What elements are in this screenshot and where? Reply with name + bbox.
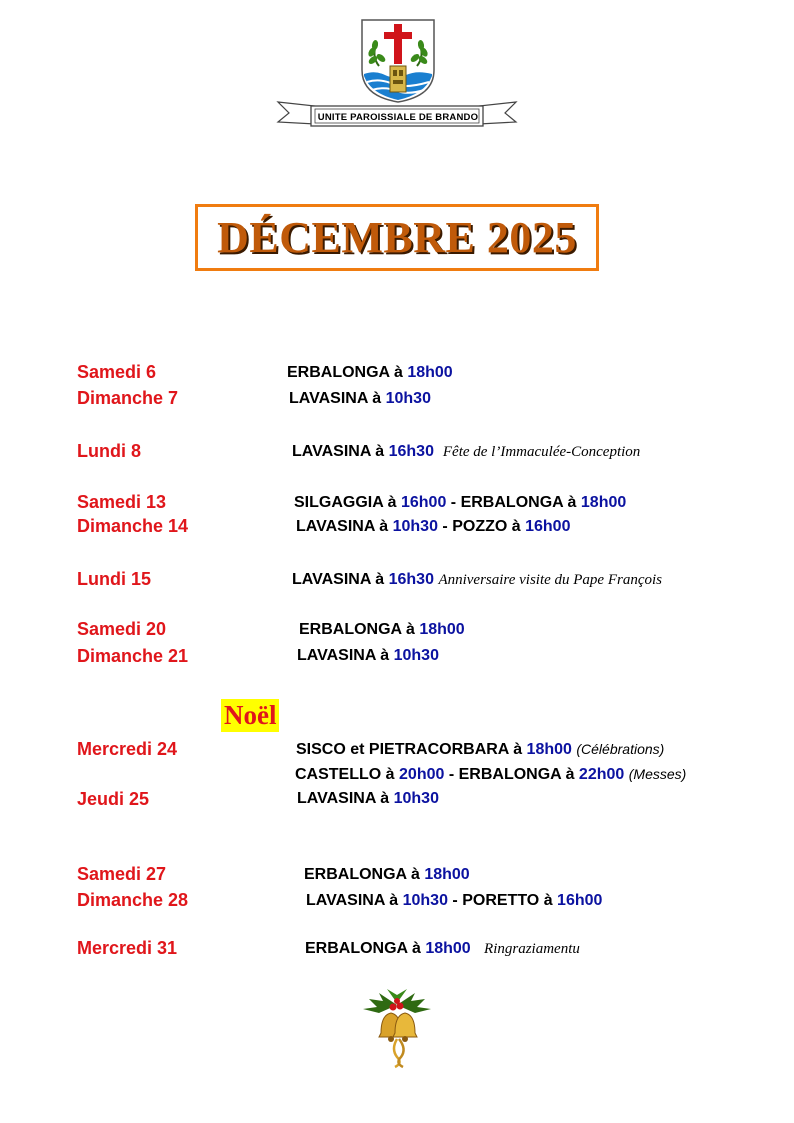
mass-line: LAVASINA à 10h30 [297,790,439,807]
day-label: Mercredi 31 [77,938,178,958]
mass-line: LAVASINA à 10h30 - PORETTO à 16h00 [306,892,603,909]
parish-logo [275,18,519,130]
day-label: Jeudi 25 [77,789,150,809]
mass-line: ERBALONGA à 18h00 [304,866,470,883]
mass-line: ERBALONGA à 18h00 [287,364,453,381]
day-label: Dimanche 14 [77,516,189,536]
mass-line: LAVASINA à 16h30 Anniversaire visite du Pape François [292,571,663,588]
mass-line: ERBALONGA à 18h00 [299,621,465,638]
day-label: Lundi 8 [77,441,141,461]
mass-line: LAVASINA à 10h30 [297,647,439,664]
mass-line: LAVASINA à 10h30 - POZZO à 16h00 [296,518,571,535]
day-label: Lundi 15 [77,569,152,589]
mass-line: SISCO et PIETRACORBARA à 18h00 (Célébrations) [296,741,665,758]
day-label: Samedi 20 [77,619,167,639]
noel-heading: Noël [221,699,279,732]
mass-line: CASTELLO à 20h00 - ERBALONGA à 22h00 (Messes) [295,766,687,783]
logo-banner-text: UNITE PAROISSIALE DE BRANDO [317,112,479,123]
mass-line: SILGAGGIA à 16h00 - ERBALONGA à 18h00 [294,494,627,511]
day-label: Samedi 6 [77,362,157,382]
day-label: Samedi 13 [77,492,167,512]
mass-line: ERBALONGA à 18h00 Ringraziamentu [305,940,580,957]
day-label: Mercredi 24 [77,739,178,759]
mass-line: LAVASINA à 10h30 [289,390,431,407]
mass-line: LAVASINA à 16h30 Fête de l’Immaculée-Conception [292,443,641,460]
day-label: Dimanche 21 [77,646,189,666]
christmas-bells-icon [357,987,437,1069]
day-label: Dimanche 28 [77,890,189,910]
page-title: DÉCEMBRE 2025 [217,213,577,262]
title-box [195,204,599,271]
day-label: Samedi 27 [77,864,167,884]
day-label: Dimanche 7 [77,388,179,408]
